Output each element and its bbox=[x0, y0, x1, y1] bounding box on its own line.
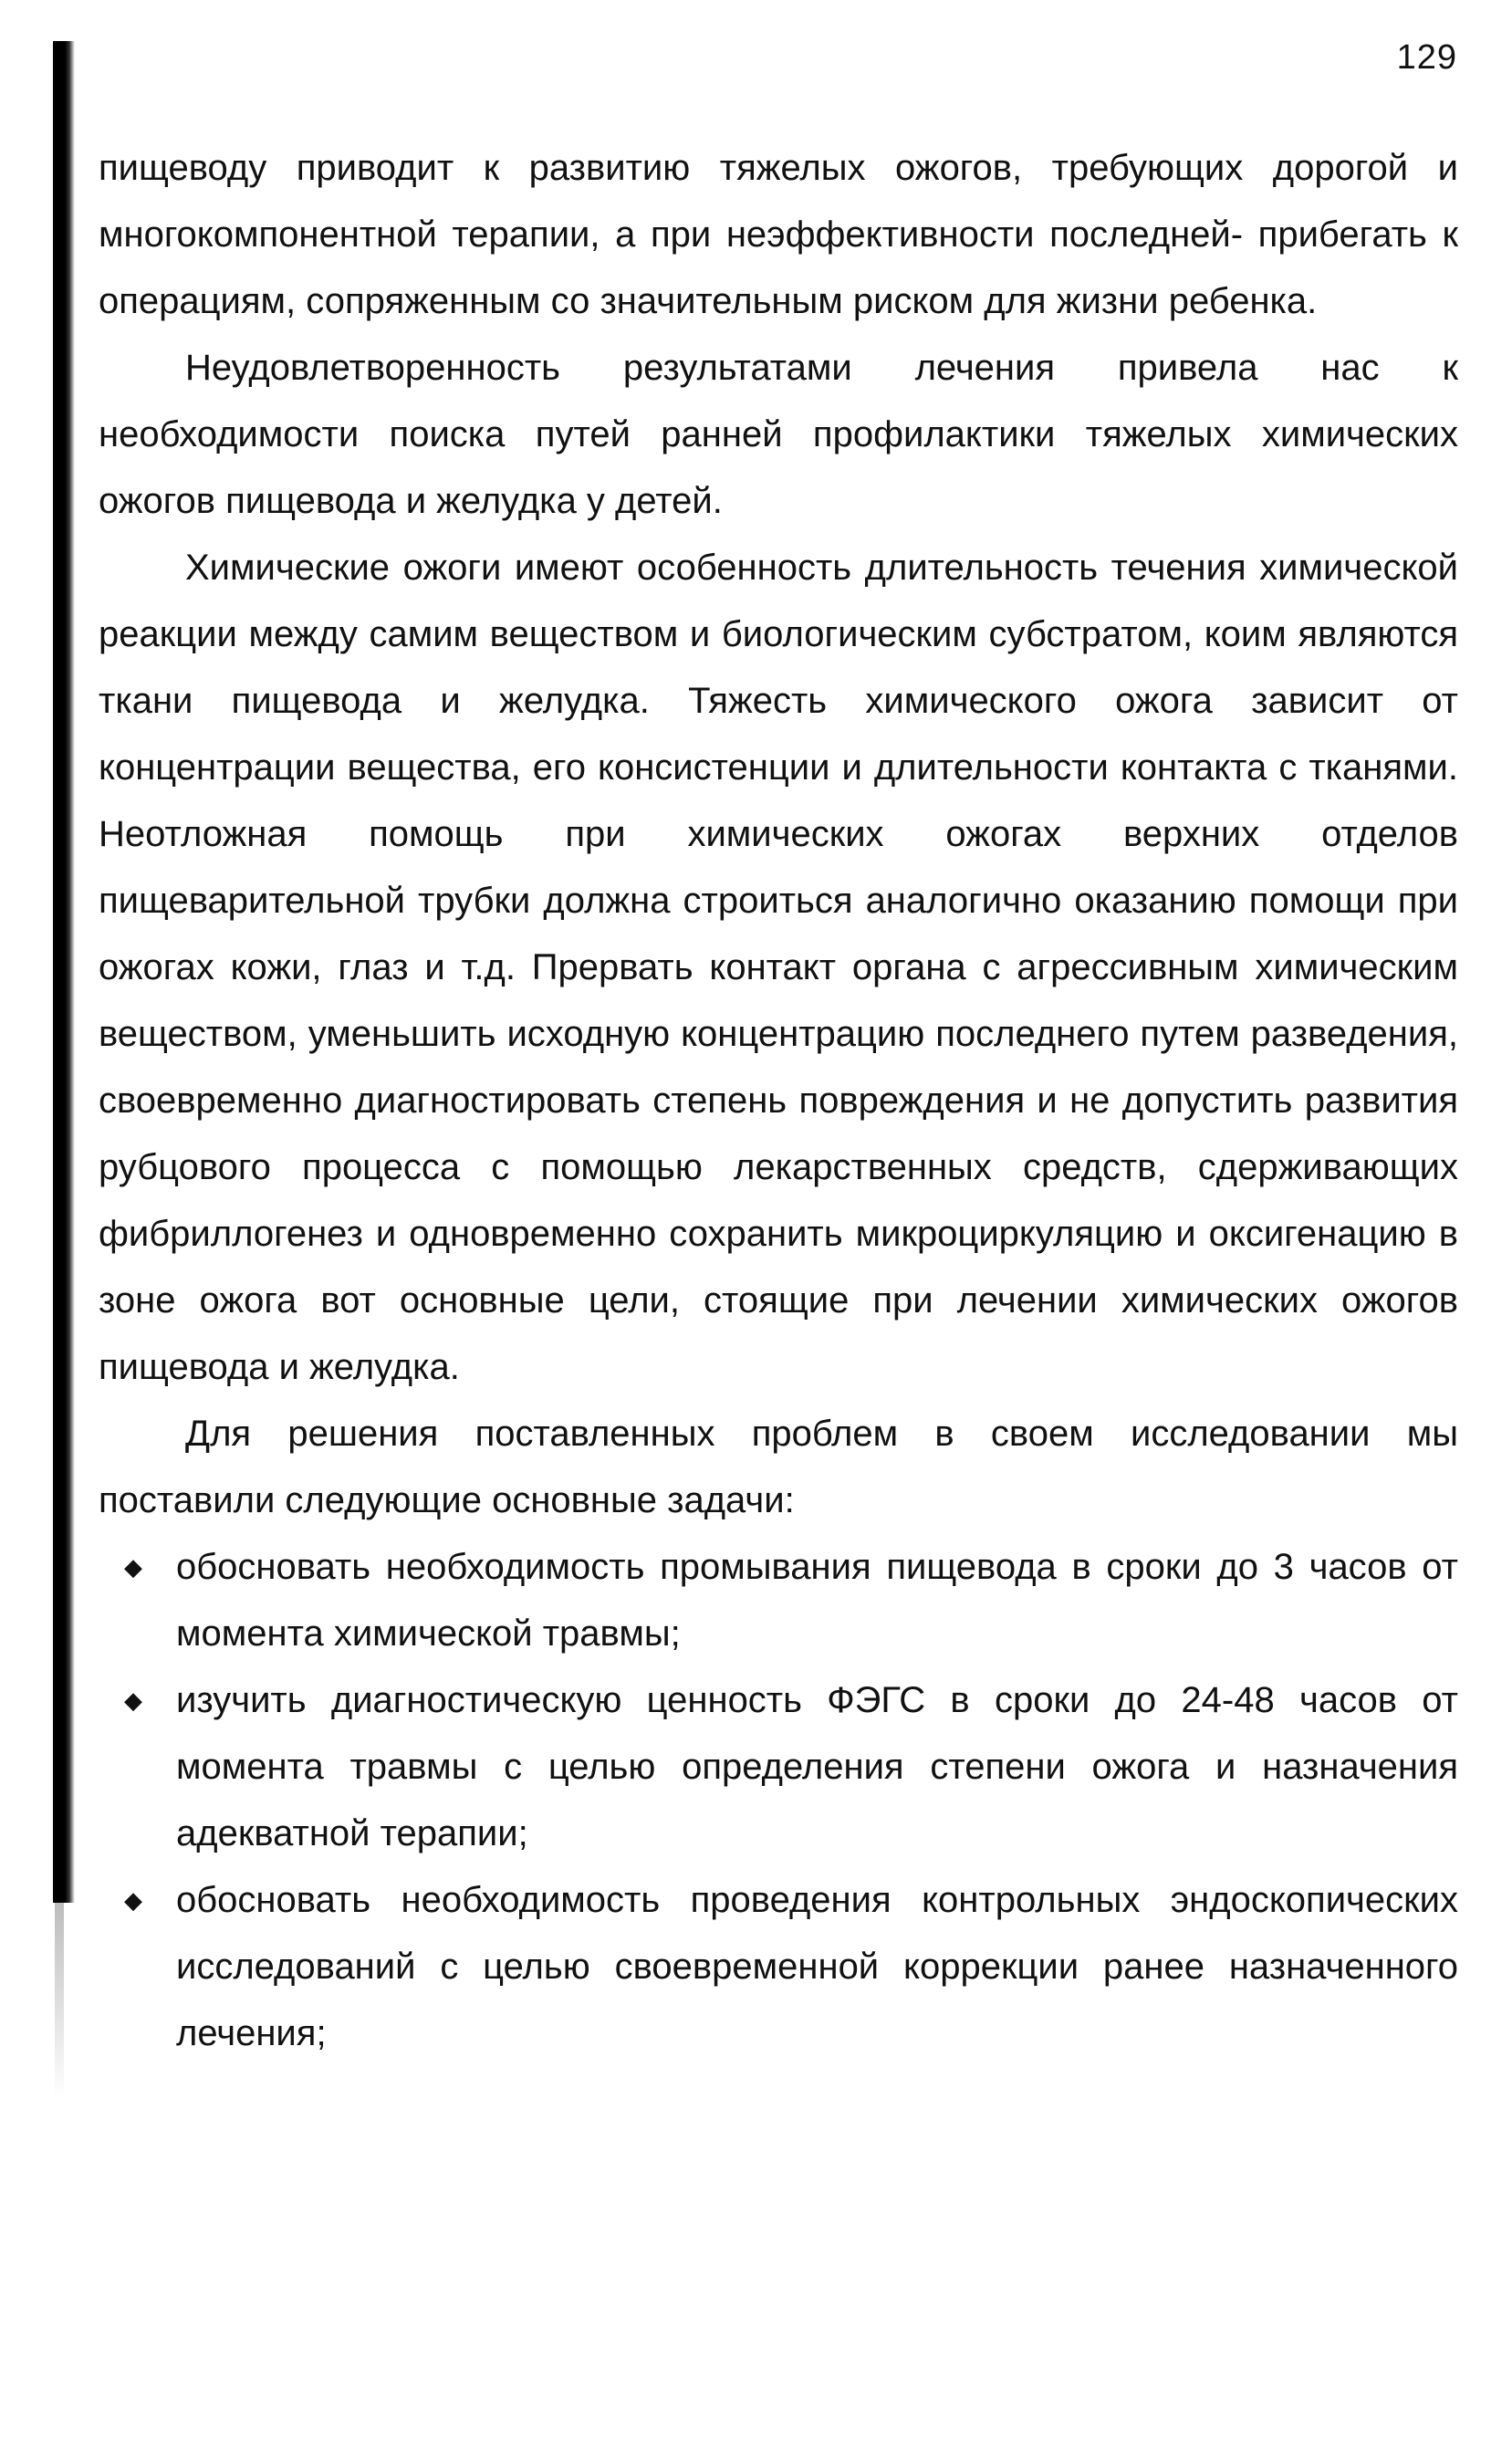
scan-binding-edge-fade bbox=[55, 1460, 64, 2099]
tasks-list bbox=[99, 1534, 1458, 2067]
task-text: обосновать необходимость промывания пищевода в сроки до 3 часов от момента химической травмы; bbox=[176, 1547, 1458, 1654]
diamond-bullet-icon: ◆ bbox=[124, 1686, 142, 1714]
page-number: 129 bbox=[1396, 38, 1457, 77]
diamond-bullet-icon: ◆ bbox=[124, 1553, 142, 1581]
task-text: изучить диагностическую ценность ФЭГС в сроки до 24-48 часов от момента травмы с целью определения степени ожога и назначения адекватной терапии; bbox=[176, 1680, 1458, 1853]
list-item bbox=[99, 1867, 1458, 2067]
paragraph-chemical-burns: Химические ожоги имеют особенность длительность течения химической реакции между самим веществом и биологическим субстратом, коим являются ткани пищевода и желудка. Тяжесть химического ожога зависит от концентрации вещества, его консистенции и длительности контакта с тканями. Неотложная помощь при химических ожогах верхних отделов пищеварительной трубки должна строиться аналогично оказанию помощи при ожогах кожи, глаз и т.д. Прервать контакт органа с агрессивным химическим веществом, уменьшить исходную концентрацию последнего путем разведения, своевременно диагностировать степень повреждения и не допустить развития рубцового процесса с помощью лекарственных средств, сдерживающих фибриллогенез и одновременно сохранить микроциркуляцию и оксигенацию в зоне ожога вот основные цели, стоящие при лечении химических ожогов пищевода и желудка. bbox=[99, 548, 1458, 1387]
task-text: обосновать необходимость проведения контрольных эндоскопических исследований с целью своевременной коррекции ранее назначенного лечения; bbox=[176, 1880, 1458, 2053]
diamond-bullet-icon: ◆ bbox=[124, 1886, 142, 1914]
list-item bbox=[99, 1534, 1458, 1667]
list-item bbox=[99, 1667, 1458, 1867]
paragraph-continuation: пищеводу приводит к развитию тяжелых ожогов, требующих дорогой и многокомпонентной терапии, а при неэффективности последней- прибегать к операциям, сопряженным со значительным риском для жизни ребенка. bbox=[99, 148, 1458, 321]
page-content bbox=[99, 135, 1458, 2067]
paragraph-dissatisfaction: Неудовлетворенность результатами лечения привела нас к необходимости поиска путей ранней профилактики тяжелых химических ожогов пищевода и желудка у детей. bbox=[99, 348, 1458, 521]
paragraph-tasks-intro: Для решения поставленных проблем в своем исследовании мы поставили следующие основные задачи: bbox=[99, 1414, 1458, 1520]
